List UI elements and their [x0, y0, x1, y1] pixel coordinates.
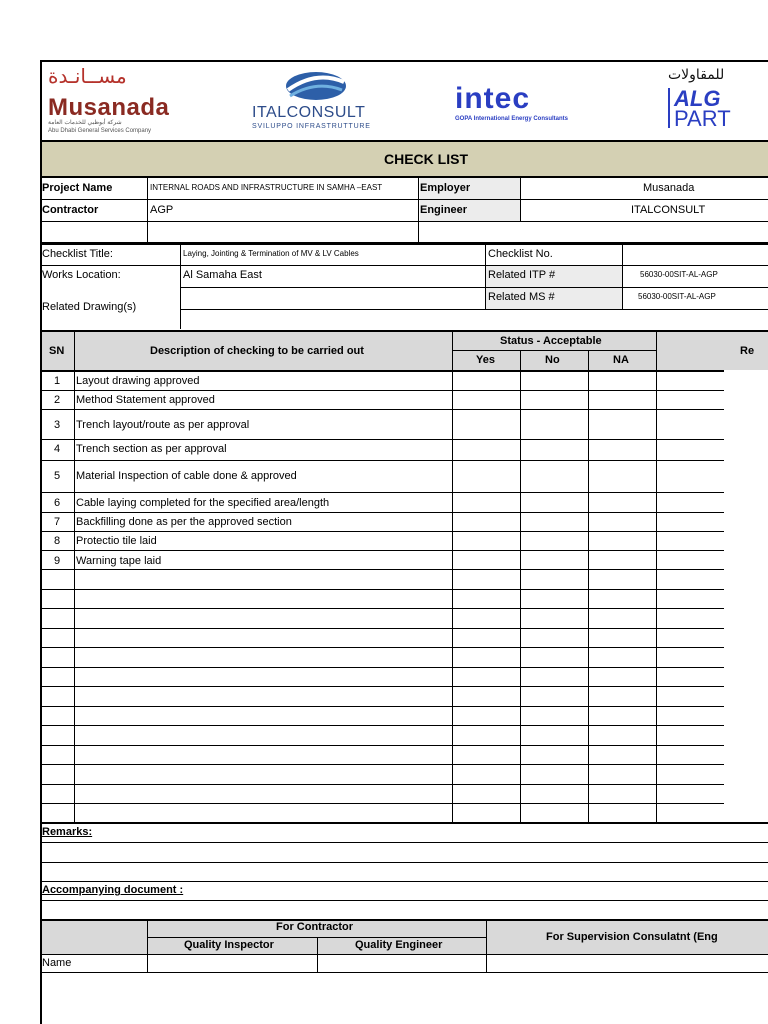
musanada-sub-arabic: شركة أبوظبي للخدمات العامة: [48, 120, 122, 126]
related-ms-label: Related MS #: [488, 291, 555, 303]
table-row-divider: [40, 439, 724, 440]
intec-tagline: GOPA International Energy Consultants: [455, 116, 569, 122]
table-row-divider: [40, 667, 724, 668]
works-location-label: Works Location:: [42, 269, 121, 281]
row-sn: 6: [54, 497, 61, 509]
info-line-2: [180, 287, 768, 288]
row-description: Trench layout/route as per approval: [76, 419, 250, 431]
no-header: No: [545, 354, 560, 366]
table-col-no: [588, 351, 589, 822]
row-description: Layout drawing approved: [76, 375, 200, 387]
checklist-title-label: Checklist Title:: [42, 248, 113, 260]
table-col-na: [656, 332, 657, 822]
status-subline: [452, 350, 656, 351]
row-description: Method Statement approved: [76, 394, 215, 406]
remarks-header: Re: [740, 345, 755, 357]
info-line-3: [180, 309, 768, 310]
remarks-line-1: [40, 842, 768, 843]
engineer-value: ITALCONSULT: [631, 204, 706, 216]
quality-engineer-label: Quality Engineer: [355, 939, 443, 951]
title-border-bottom: [40, 176, 768, 178]
project-name-label: Project Name: [42, 182, 113, 194]
table-row-divider: [40, 784, 724, 785]
intec-text: intec: [455, 82, 531, 115]
employer-label: Employer: [420, 182, 471, 194]
table-row-divider: [40, 745, 724, 746]
table-row-divider: [40, 803, 724, 804]
alg-text: ALG: [674, 88, 721, 111]
for-supervision-label: For Supervision Consulatnt (Eng: [546, 931, 718, 943]
for-contractor-label: For Contractor: [276, 921, 353, 933]
checklist-no-label: Checklist No.: [488, 248, 553, 260]
alg-arabic-text: للمقاولات: [668, 67, 725, 83]
signoff-header-bottom: [40, 954, 768, 955]
signoff-col-3: [486, 921, 487, 973]
row-description: Cable laying completed for the specified area/length: [76, 497, 330, 509]
italconsult-tagline: SVILUPPO INFRASTRUTTURE: [252, 123, 371, 130]
description-header: Description of checking to be carried out: [150, 345, 364, 357]
table-row-divider: [40, 550, 724, 551]
table-row-divider: [40, 589, 724, 590]
header-line-1: [40, 199, 768, 200]
table-row-divider: [40, 569, 724, 570]
table-row-divider: [40, 492, 724, 493]
sn-header: SN: [49, 345, 65, 357]
row-sn: 1: [54, 375, 61, 387]
info-col-3: [622, 245, 623, 310]
info-col-1: [180, 245, 181, 329]
table-border-bottom: [40, 822, 768, 824]
accompanying-document-label: Accompanying document :: [42, 884, 184, 896]
table-row-divider: [40, 686, 724, 687]
table-row-divider: [40, 628, 724, 629]
related-itp-label: Related ITP #: [488, 269, 556, 281]
table-col-sn: [74, 332, 75, 822]
remarks-label: Remarks:: [42, 826, 93, 838]
row-sn: 7: [54, 516, 61, 528]
na-header: NA: [613, 354, 629, 366]
row-description: Material Inspection of cable done & approved: [76, 470, 297, 482]
info-col-2: [485, 245, 486, 310]
table-row-divider: [40, 764, 724, 765]
musanada-text: Musanada: [48, 94, 170, 121]
table-col-yes: [520, 351, 521, 822]
italconsult-text: ITALCONSULT: [252, 104, 366, 121]
table-row-divider: [40, 706, 724, 707]
row-sn: 9: [54, 555, 61, 567]
checklist-title-value: Laying, Jointing & Termination of MV & LV Cables: [183, 249, 359, 258]
table-header-bottom: [40, 370, 724, 372]
header-col-1: [147, 177, 148, 243]
row-sn: 4: [54, 443, 61, 455]
musanada-arabic-text: مســانـدة: [48, 64, 127, 88]
info-border-top: [40, 243, 768, 245]
contractor-value: AGP: [150, 204, 174, 216]
alg-logo-box: [668, 88, 768, 128]
accompanying-line-1: [40, 900, 768, 901]
related-drawings-label: Related Drawing(s): [42, 301, 137, 313]
signoff-name-bottom: [40, 972, 768, 973]
status-header: Status - Acceptable: [500, 335, 602, 347]
table-row-divider: [40, 608, 724, 609]
row-description: Backfilling done as per the approved section: [76, 516, 292, 528]
page-title: CHECK LIST: [384, 151, 468, 167]
remarks-line-3: [40, 881, 768, 882]
row-sn: 2: [54, 394, 61, 406]
row-sn: 8: [54, 535, 61, 547]
info-line-1: [40, 265, 768, 266]
alg-parts-text: PART: [674, 106, 731, 128]
table-col-desc: [452, 332, 453, 822]
employer-value: Musanada: [643, 182, 695, 194]
yes-header: Yes: [476, 354, 495, 366]
table-row-divider: [40, 512, 724, 513]
table-row-divider: [40, 460, 724, 461]
musanada-sub-text: Abu Dhabi General Services Company: [48, 128, 152, 134]
related-ms-value: 56030-00SIT-AL-AGP: [638, 292, 716, 301]
engineer-label: Engineer: [420, 204, 468, 216]
table-row-divider: [40, 531, 724, 532]
signoff-col-1: [147, 921, 148, 973]
related-itp-value: 56030-00SIT-AL-AGP: [640, 270, 718, 279]
italconsult-mark-icon: [280, 68, 352, 104]
table-row-divider: [40, 390, 724, 391]
signoff-col-2: [317, 938, 318, 973]
quality-inspector-label: Quality Inspector: [184, 939, 274, 951]
row-description: Trench section as per approval: [76, 443, 227, 455]
table-row-divider: [40, 725, 724, 726]
row-description: Protectio tile laid: [76, 535, 157, 547]
header-col-3: [520, 177, 521, 222]
page-border-top: [40, 60, 768, 62]
row-sn: 5: [54, 470, 61, 482]
name-label: Name: [42, 957, 72, 969]
table-row-divider: [40, 409, 724, 410]
row-sn: 3: [54, 419, 61, 431]
table-row-divider: [40, 647, 724, 648]
header-col-2: [418, 177, 419, 243]
row-description: Warning tape laid: [76, 555, 162, 567]
header-line-2: [40, 221, 768, 222]
works-location-value: Al Samaha East: [183, 269, 262, 281]
remarks-line-2: [40, 862, 768, 863]
project-name-value: INTERNAL ROADS AND INFRASTRUCTURE IN SAMHA –EAST: [150, 183, 383, 192]
contractor-label: Contractor: [42, 204, 99, 216]
